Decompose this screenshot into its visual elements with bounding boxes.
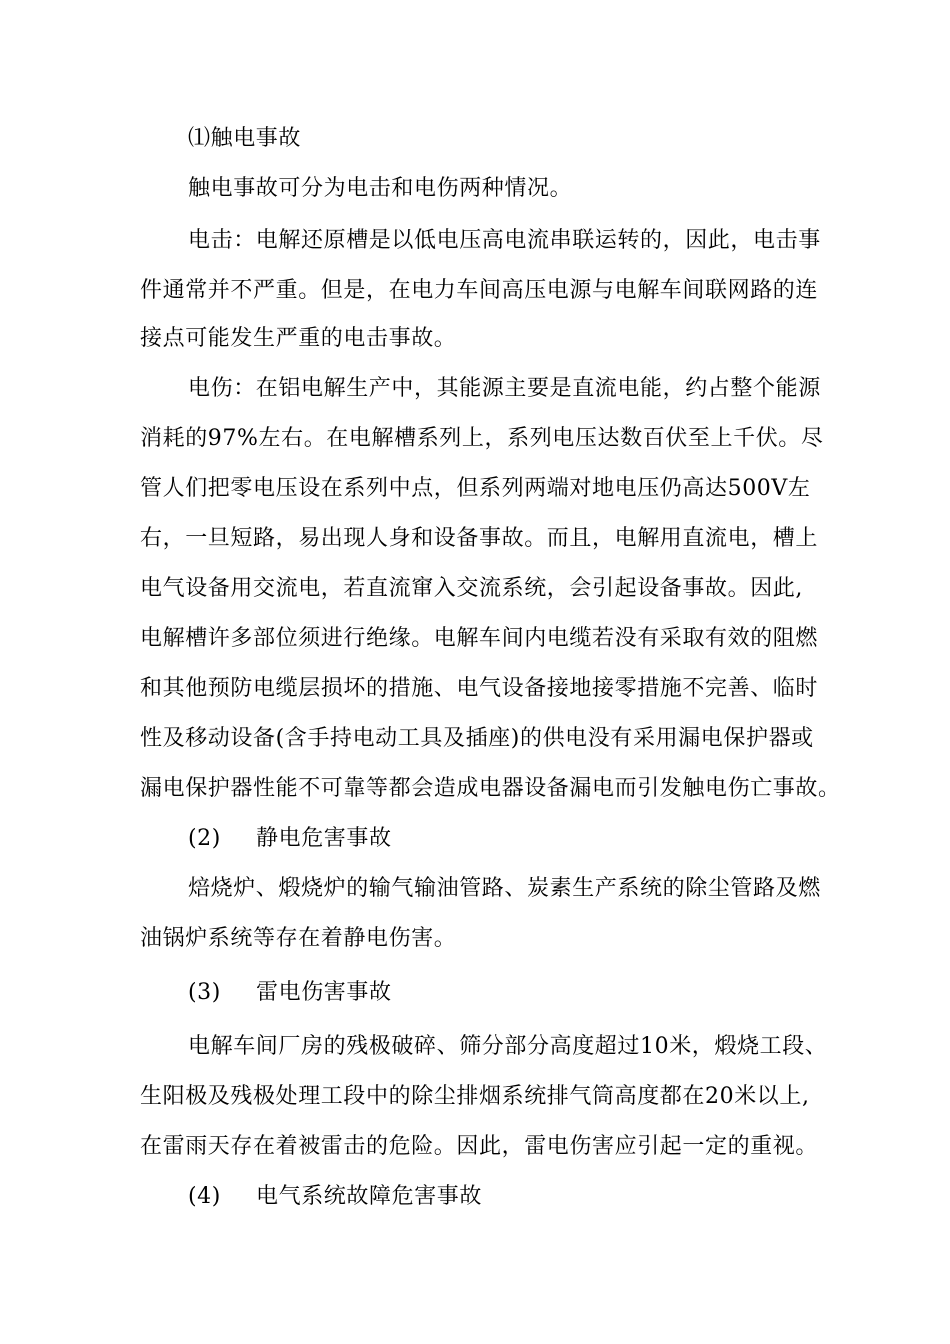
paragraph-injury-line: 漏电保护器性能不可靠等都会造成电器设备漏电而引发触电伤亡事故。 bbox=[140, 776, 841, 801]
paragraph-lightning-line: 生阳极及残极处理工段中的除尘排烟系统排气筒高度都在20米以上, bbox=[140, 1084, 810, 1109]
paragraph-injury-line: 电解槽许多部位须进行绝缘。电解车间内电缆若没有采取有效的阻燃 bbox=[140, 626, 819, 651]
paragraph-injury-line: 电伤：在铝电解生产中，其能源主要是直流电能，约占整个能源 bbox=[188, 376, 821, 401]
paragraph-lightning-line: 电解车间厂房的残极破碎、筛分部分高度超过10米，煅烧工段、 bbox=[188, 1034, 828, 1059]
paragraph-shock-line: 件通常并不严重。但是，在电力车间高压电源与电解车间联网路的连 bbox=[140, 278, 819, 303]
paragraph-intro: 触电事故可分为电击和电伤两种情况。 bbox=[188, 176, 573, 201]
paragraph-injury-line: 和其他预防电缆层损坏的措施、电气设备接地接零措施不完善、临时 bbox=[140, 676, 819, 701]
paragraph-injury-line: 管人们把零电压设在系列中点，但系列两端对地电压仍高达500V左 bbox=[140, 476, 811, 501]
paragraph-shock-line: 电击：电解还原槽是以低电压高电流串联运转的，因此，电击事 bbox=[188, 228, 821, 253]
section-heading-electric-shock: ⑴触电事故 bbox=[188, 126, 302, 151]
heading-text: 雷电伤害事故 bbox=[256, 980, 392, 1005]
paragraph-lightning-line: 在雷雨天存在着被雷击的危险。因此，雷电伤害应引起一定的重视。 bbox=[140, 1134, 819, 1159]
paragraph-injury-line: 消耗的97%左右。在电解槽系列上，系列电压达数百伏至上千伏。尽 bbox=[140, 426, 824, 451]
paragraph-static-line: 油锅炉系统等存在着静电伤害。 bbox=[140, 926, 457, 951]
heading-number: (3) bbox=[188, 980, 221, 1005]
section-heading-lightning bbox=[188, 978, 392, 1008]
heading-number: (4) bbox=[188, 1184, 221, 1209]
paragraph-injury-line: 电气设备用交流电，若直流窜入交流系统，会引起设备事故。因此, bbox=[140, 576, 803, 601]
paragraph-injury-line: 右，一旦短路，易出现人身和设备事故。而且，电解用直流电，槽上 bbox=[140, 526, 819, 551]
heading-text: 静电危害事故 bbox=[256, 826, 392, 851]
heading-number: (2) bbox=[188, 826, 221, 851]
section-heading-electrical-fault bbox=[188, 1182, 482, 1212]
heading-text: 电气系统故障危害事故 bbox=[256, 1184, 483, 1209]
paragraph-injury-line: 性及移动设备(含手持电动工具及插座)的供电没有采用漏电保护器或 bbox=[140, 726, 814, 751]
paragraph-static-line: 焙烧炉、煅烧炉的输气输油管路、炭素生产系统的除尘管路及燃 bbox=[188, 876, 821, 901]
paragraph-shock-line: 接点可能发生严重的电击事故。 bbox=[140, 326, 457, 351]
section-heading-static bbox=[188, 824, 392, 854]
